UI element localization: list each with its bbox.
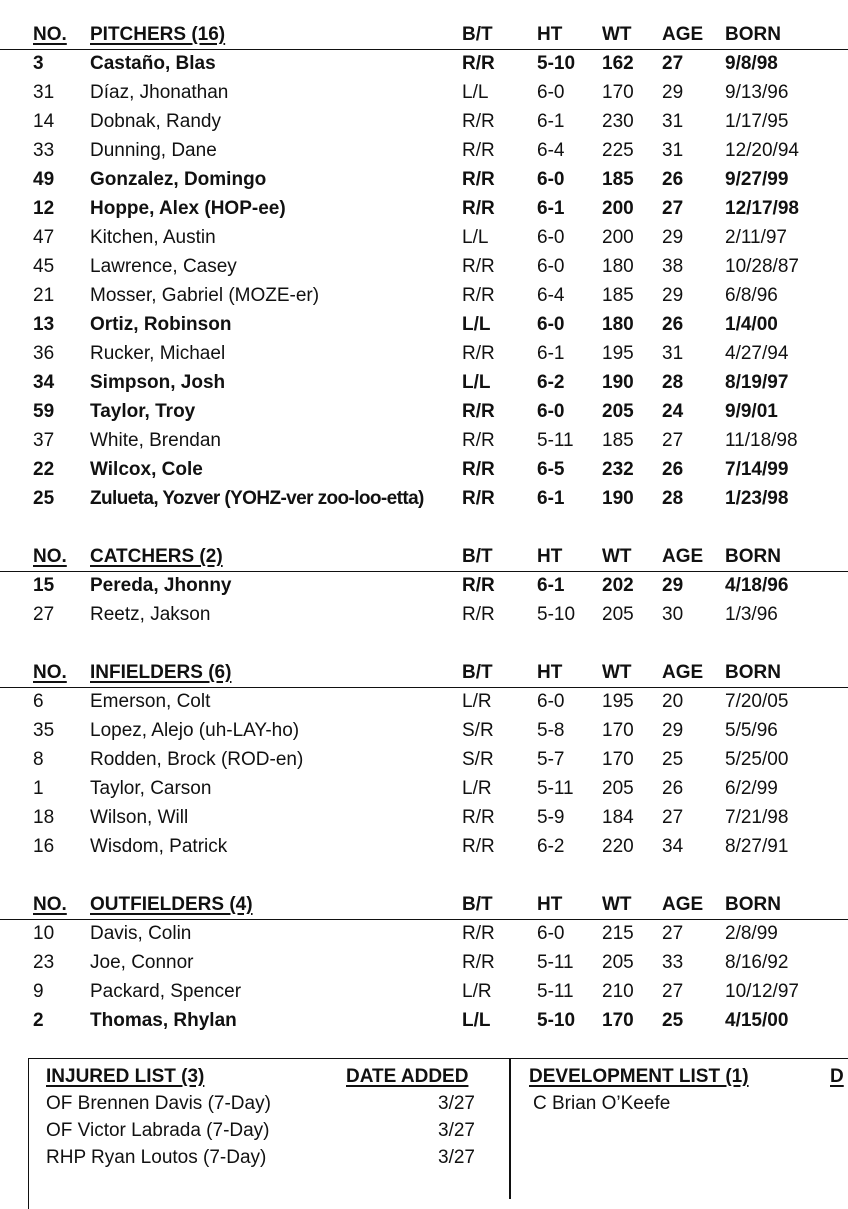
player-name: Ortiz, Robinson: [90, 314, 232, 335]
development-date-header: D: [830, 1066, 844, 1087]
height: 6-1: [537, 111, 565, 132]
header-wt: WT: [602, 24, 632, 45]
height: 6-0: [537, 256, 565, 277]
bats-throws: R/R: [462, 53, 495, 74]
player-number: 31: [33, 82, 55, 103]
birth-date: 1/3/96: [725, 604, 778, 625]
table-row: [0, 774, 848, 803]
bats-throws: R/R: [462, 459, 495, 480]
weight: 184: [602, 807, 634, 828]
bats-throws: R/R: [462, 285, 495, 306]
weight: 202: [602, 575, 634, 596]
age: 26: [662, 169, 684, 190]
age: 33: [662, 952, 684, 973]
table-row: [0, 310, 848, 339]
birth-date: 10/28/87: [725, 256, 799, 277]
age: 31: [662, 140, 684, 161]
player-number: 25: [33, 488, 55, 509]
table-row: [0, 803, 848, 832]
age: 27: [662, 198, 684, 219]
table-row: [0, 745, 848, 774]
player-number: 15: [33, 575, 55, 596]
birth-date: 2/8/99: [725, 923, 778, 944]
header-ht: HT: [537, 24, 563, 45]
table-row: [0, 339, 848, 368]
table-row: [0, 426, 848, 455]
player-name: Dobnak, Randy: [90, 111, 221, 132]
player-number: 36: [33, 343, 55, 364]
player-name: Joe, Connor: [90, 952, 194, 973]
header-age: AGE: [662, 546, 704, 567]
height: 5-10: [537, 604, 576, 625]
header-age: AGE: [662, 662, 704, 683]
weight: 180: [602, 256, 634, 277]
table-row: [0, 571, 848, 600]
player-name: Simpson, Josh: [90, 372, 226, 393]
player-name: Zulueta, Yozver (YOHZ-ver zoo-loo-etta): [90, 488, 424, 509]
section-title: OUTFIELDERS (4): [90, 894, 253, 915]
player-name: Gonzalez, Domingo: [90, 169, 267, 190]
table-row: [0, 281, 848, 310]
bats-throws: R/R: [462, 343, 495, 364]
player-name: Lopez, Alejo (uh-LAY-ho): [90, 720, 300, 741]
height: 5-7: [537, 749, 565, 770]
header-born: BORN: [725, 662, 781, 683]
age: 29: [662, 82, 684, 103]
header-ht: HT: [537, 662, 563, 683]
weight: 170: [602, 1010, 634, 1031]
birth-date: 8/27/91: [725, 836, 789, 857]
table-row: [0, 49, 848, 78]
player-number: 1: [33, 778, 44, 799]
birth-date: 5/5/96: [725, 720, 778, 741]
player-number: 3: [33, 53, 44, 74]
header-born: BORN: [725, 546, 781, 567]
age: 25: [662, 749, 684, 770]
birth-date: 4/18/96: [725, 575, 789, 596]
birth-date: 9/8/98: [725, 53, 778, 74]
age: 28: [662, 372, 684, 393]
table-row: [0, 107, 848, 136]
weight: 170: [602, 82, 634, 103]
age: 24: [662, 401, 684, 422]
table-row: [0, 397, 848, 426]
table-row: [0, 194, 848, 223]
age: 27: [662, 53, 684, 74]
player-name: Rucker, Michael: [90, 343, 226, 364]
header-ht: HT: [537, 894, 563, 915]
age: 26: [662, 778, 684, 799]
lists-divider: [509, 1058, 511, 1199]
table-row: [0, 1006, 848, 1035]
header-wt: WT: [602, 894, 632, 915]
height: 6-0: [537, 314, 565, 335]
player-number: 37: [33, 430, 55, 451]
height: 6-4: [537, 140, 565, 161]
height: 6-0: [537, 691, 565, 712]
weight: 185: [602, 430, 634, 451]
height: 5-11: [537, 778, 574, 799]
player-name: Reetz, Jakson: [90, 604, 211, 625]
player-number: 6: [33, 691, 44, 712]
bats-throws: L/R: [462, 981, 492, 1002]
weight: 205: [602, 401, 634, 422]
player-name: Wilcox, Cole: [90, 459, 203, 480]
player-name: Taylor, Carson: [90, 778, 212, 799]
birth-date: 9/13/96: [725, 82, 789, 103]
age: 29: [662, 227, 684, 248]
weight: 200: [602, 227, 634, 248]
weight: 185: [602, 169, 634, 190]
birth-date: 9/9/01: [725, 401, 778, 422]
weight: 170: [602, 720, 634, 741]
header-bt: B/T: [462, 546, 493, 567]
table-row: [0, 455, 848, 484]
weight: 215: [602, 923, 634, 944]
player-number: 12: [33, 198, 55, 219]
age: 30: [662, 604, 684, 625]
age: 31: [662, 111, 684, 132]
height: 6-2: [537, 372, 565, 393]
age: 34: [662, 836, 684, 857]
height: 6-0: [537, 82, 565, 103]
header-no: NO.: [33, 662, 67, 683]
age: 26: [662, 314, 684, 335]
age: 27: [662, 430, 684, 451]
header-no: NO.: [33, 894, 67, 915]
player-name: Mosser, Gabriel (MOZE-er): [90, 285, 320, 306]
bats-throws: L/R: [462, 691, 492, 712]
birth-date: 6/8/96: [725, 285, 778, 306]
player-name: Lawrence, Casey: [90, 256, 237, 277]
bats-throws: R/R: [462, 198, 495, 219]
header-born: BORN: [725, 894, 781, 915]
player-number: 2: [33, 1010, 44, 1031]
weight: 190: [602, 372, 634, 393]
age: 38: [662, 256, 684, 277]
player-number: 23: [33, 952, 55, 973]
player-number: 18: [33, 807, 55, 828]
table-row: [0, 716, 848, 745]
injured-list-title: INJURED LIST (3): [46, 1066, 205, 1087]
age: 27: [662, 923, 684, 944]
bats-throws: R/R: [462, 836, 495, 857]
player-number: 9: [33, 981, 44, 1002]
player-name: Rodden, Brock (ROD-en): [90, 749, 304, 770]
height: 6-1: [537, 343, 565, 364]
bats-throws: L/L: [462, 372, 491, 393]
height: 5-8: [537, 720, 565, 741]
header-ht: HT: [537, 546, 563, 567]
weight: 170: [602, 749, 634, 770]
header-bt: B/T: [462, 662, 493, 683]
age: 20: [662, 691, 684, 712]
player-name: Wilson, Will: [90, 807, 189, 828]
player-number: 16: [33, 836, 55, 857]
bats-throws: R/R: [462, 575, 495, 596]
birth-date: 1/23/98: [725, 488, 789, 509]
player-name: Díaz, Jhonathan: [90, 82, 229, 103]
development-list-item: C Brian O’Keefe: [533, 1093, 671, 1114]
weight: 210: [602, 981, 634, 1002]
player-name: Emerson, Colt: [90, 691, 211, 712]
table-row: [0, 368, 848, 397]
height: 6-0: [537, 923, 565, 944]
birth-date: 10/12/97: [725, 981, 799, 1002]
birth-date: 12/17/98: [725, 198, 799, 219]
injured-player: RHP Ryan Loutos (7-Day): [46, 1147, 267, 1168]
height: 5-11: [537, 430, 574, 451]
section-title: INFIELDERS (6): [90, 662, 232, 683]
birth-date: 7/14/99: [725, 459, 789, 480]
table-row: [0, 165, 848, 194]
player-number: 21: [33, 285, 55, 306]
header-no: NO.: [33, 546, 67, 567]
player-number: 8: [33, 749, 44, 770]
bats-throws: L/L: [462, 1010, 491, 1031]
bats-throws: R/R: [462, 140, 495, 161]
injured-player: OF Brennen Davis (7-Day): [46, 1093, 271, 1114]
height: 5-11: [537, 981, 574, 1002]
player-number: 47: [33, 227, 55, 248]
player-number: 14: [33, 111, 55, 132]
birth-date: 4/27/94: [725, 343, 789, 364]
height: 5-9: [537, 807, 565, 828]
bats-throws: R/R: [462, 604, 495, 625]
player-number: 59: [33, 401, 55, 422]
player-name: Wisdom, Patrick: [90, 836, 228, 857]
section-title: PITCHERS (16): [90, 24, 226, 45]
player-number: 49: [33, 169, 55, 190]
table-row: [0, 919, 848, 948]
weight: 230: [602, 111, 634, 132]
weight: 185: [602, 285, 634, 306]
weight: 225: [602, 140, 634, 161]
bats-throws: L/L: [462, 227, 489, 248]
weight: 205: [602, 778, 634, 799]
player-number: 13: [33, 314, 55, 335]
height: 6-1: [537, 575, 565, 596]
player-number: 35: [33, 720, 55, 741]
table-row: [0, 223, 848, 252]
header-age: AGE: [662, 894, 704, 915]
bats-throws: R/R: [462, 952, 495, 973]
height: 5-10: [537, 53, 576, 74]
height: 6-4: [537, 285, 565, 306]
table-row: [0, 832, 848, 861]
height: 6-5: [537, 459, 565, 480]
age: 27: [662, 807, 684, 828]
outfielders-header: [0, 890, 848, 920]
bats-throws: R/R: [462, 256, 495, 277]
pitchers-header: [0, 20, 848, 50]
birth-date: 12/20/94: [725, 140, 799, 161]
weight: 195: [602, 343, 634, 364]
player-name: Dunning, Dane: [90, 140, 217, 161]
height: 6-2: [537, 836, 565, 857]
bats-throws: L/R: [462, 778, 492, 799]
player-name: White, Brendan: [90, 430, 221, 451]
table-row: [0, 977, 848, 1006]
bats-throws: S/R: [462, 749, 494, 770]
table-row: [0, 600, 848, 629]
birth-date: 1/4/00: [725, 314, 778, 335]
height: 5-10: [537, 1010, 576, 1031]
height: 6-0: [537, 169, 565, 190]
player-name: Davis, Colin: [90, 923, 192, 944]
age: 25: [662, 1010, 684, 1031]
birth-date: 2/11/97: [725, 227, 787, 248]
injured-date-header: DATE ADDED: [346, 1066, 469, 1087]
weight: 180: [602, 314, 634, 335]
bats-throws: S/R: [462, 720, 494, 741]
player-number: 22: [33, 459, 55, 480]
player-name: Thomas, Rhylan: [90, 1010, 237, 1031]
header-wt: WT: [602, 546, 632, 567]
player-name: Castaño, Blas: [90, 53, 216, 74]
height: 5-11: [537, 952, 574, 973]
age: 29: [662, 285, 684, 306]
development-list-title: DEVELOPMENT LIST (1): [529, 1066, 749, 1087]
bats-throws: R/R: [462, 488, 495, 509]
table-row: [0, 78, 848, 107]
birth-date: 1/17/95: [725, 111, 789, 132]
injured-player: OF Victor Labrada (7-Day): [46, 1120, 270, 1141]
birth-date: 7/21/98: [725, 807, 789, 828]
age: 29: [662, 720, 684, 741]
birth-date: 7/20/05: [725, 691, 789, 712]
age: 31: [662, 343, 684, 364]
injured-date: 3/27: [438, 1147, 475, 1168]
table-row: [0, 948, 848, 977]
bats-throws: R/R: [462, 430, 495, 451]
bats-throws: L/L: [462, 314, 491, 335]
bats-throws: R/R: [462, 923, 495, 944]
table-row: [0, 484, 848, 513]
player-number: 27: [33, 604, 55, 625]
header-bt: B/T: [462, 894, 493, 915]
bats-throws: R/R: [462, 169, 495, 190]
player-number: 34: [33, 372, 55, 393]
table-row: [0, 136, 848, 165]
infielders-header: [0, 658, 848, 688]
age: 29: [662, 575, 684, 596]
section-title: CATCHERS (2): [90, 546, 223, 567]
weight: 232: [602, 459, 634, 480]
player-name: Hoppe, Alex (HOP-ee): [90, 198, 286, 219]
header-wt: WT: [602, 662, 632, 683]
weight: 200: [602, 198, 634, 219]
player-name: Taylor, Troy: [90, 401, 196, 422]
injured-date: 3/27: [438, 1120, 475, 1141]
injured-date: 3/27: [438, 1093, 475, 1114]
weight: 162: [602, 53, 634, 74]
bats-throws: L/L: [462, 82, 489, 103]
catchers-header: [0, 542, 848, 572]
birth-date: 8/16/92: [725, 952, 789, 973]
bats-throws: R/R: [462, 807, 495, 828]
weight: 220: [602, 836, 634, 857]
birth-date: 5/25/00: [725, 749, 789, 770]
header-born: BORN: [725, 24, 781, 45]
weight: 190: [602, 488, 634, 509]
table-row: [0, 252, 848, 281]
player-name: Packard, Spencer: [90, 981, 242, 1002]
table-row: [0, 687, 848, 716]
bats-throws: R/R: [462, 111, 495, 132]
height: 6-1: [537, 198, 565, 219]
weight: 205: [602, 604, 634, 625]
age: 27: [662, 981, 684, 1002]
weight: 205: [602, 952, 634, 973]
birth-date: 6/2/99: [725, 778, 778, 799]
bats-throws: R/R: [462, 401, 495, 422]
header-bt: B/T: [462, 24, 493, 45]
header-age: AGE: [662, 24, 704, 45]
age: 28: [662, 488, 684, 509]
height: 6-0: [537, 227, 565, 248]
weight: 195: [602, 691, 634, 712]
birth-date: 8/19/97: [725, 372, 789, 393]
height: 6-1: [537, 488, 565, 509]
birth-date: 11/18/98: [725, 430, 798, 451]
birth-date: 4/15/00: [725, 1010, 789, 1031]
player-number: 33: [33, 140, 55, 161]
player-number: 45: [33, 256, 55, 277]
age: 26: [662, 459, 684, 480]
player-name: Pereda, Jhonny: [90, 575, 232, 596]
player-name: Kitchen, Austin: [90, 227, 216, 248]
player-number: 10: [33, 923, 55, 944]
height: 6-0: [537, 401, 565, 422]
header-no: NO.: [33, 24, 67, 45]
birth-date: 9/27/99: [725, 169, 789, 190]
